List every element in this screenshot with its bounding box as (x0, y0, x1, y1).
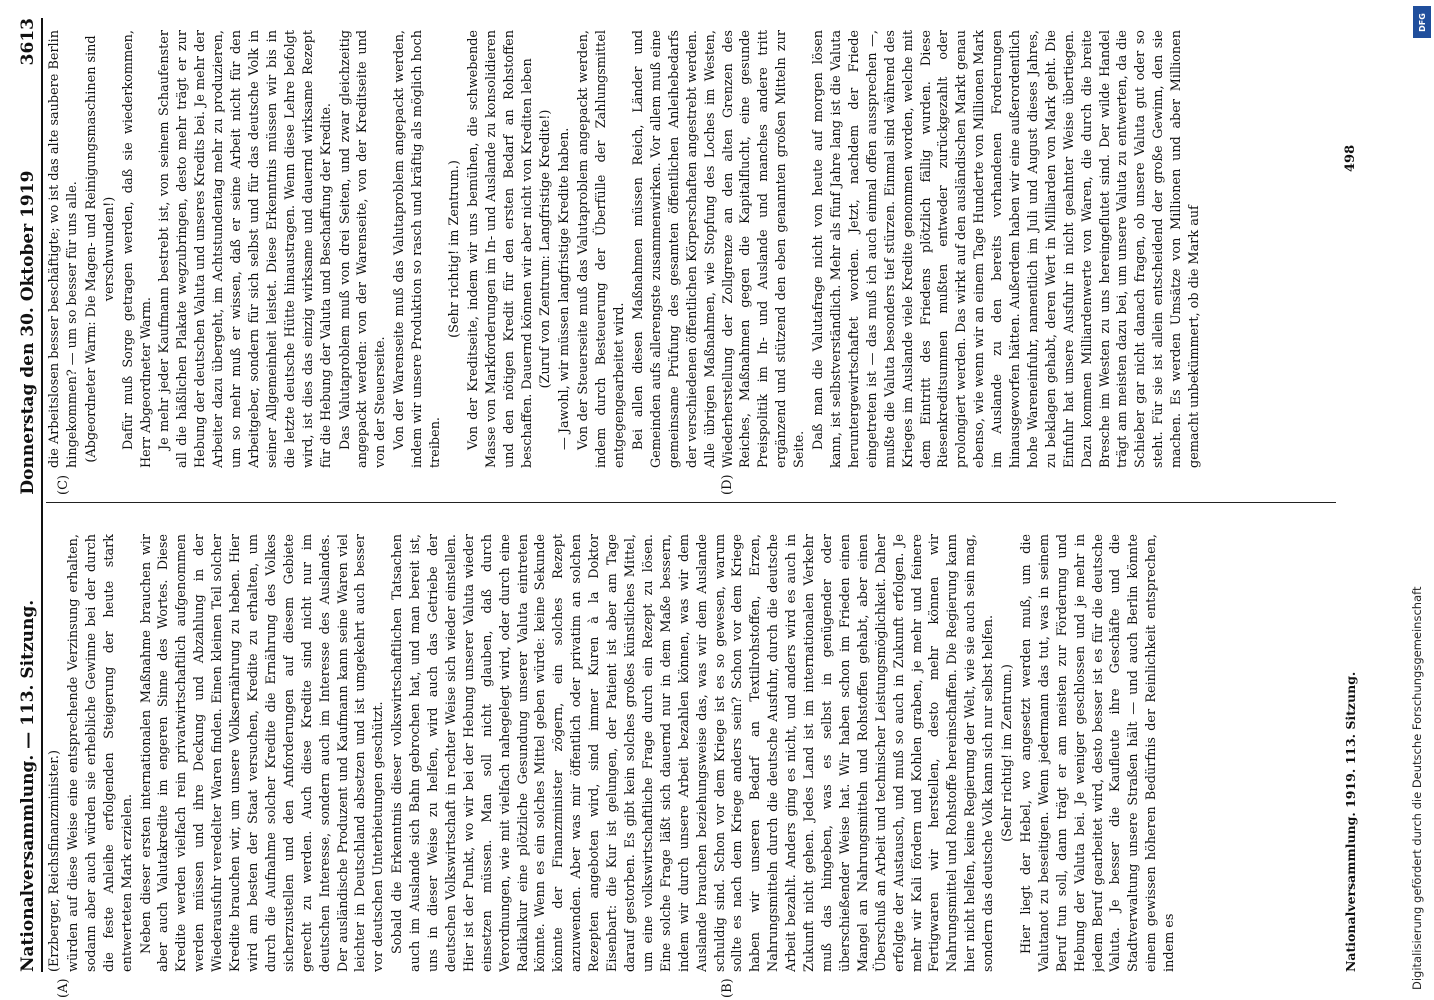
header-center: Donnerstag den 30. Oktober 1919 (18, 170, 38, 495)
paragraph: Von der Warenseite muß das Valutaproblem angepackt werden, indem wir unsere Produktion so rasch und kräftig als möglich hoch treiben. (392, 30, 444, 468)
dfg-logo-text: DFG (1417, 12, 1427, 32)
margin-marker-d: (D) (720, 474, 735, 495)
margin-marker-a: (A) (56, 978, 71, 998)
paragraph: Bei allen diesen Maßnahmen müssen Reich, Länder und Gemeinden aufs allerengste zusammenwirken. Vor allem muß eine gemeinsame Prüfung des gesamten öffentlichen Anleihebedarfs der verschiedenen öffentlichen Körperschaften angestrebt werden. Alle übrigen Maßnahmen, wie Stopfung des Loches im Westen, Wiederherstellung der Zollgrenze an den alten Grenzen des Reiches, Maßnahmen gegen die Kapitalflucht, eine gesunde Preispolitik im In- und Auslande und manches andere tritt ergänzend und stützend den eben genannten großen Mitteln zur Seite. (631, 30, 808, 468)
margin-marker-c: (C) (56, 474, 71, 495)
left-column (46, 534, 1346, 972)
page-header (8, 18, 43, 972)
paragraph: Neben dieser ersten internationalen Maßnahme brauchen wir aber auch Valutakredite im engeren Sinne des Wortes. Diese Kredite werden vielfach rein privatwirtschaftlich aufgenommen werden müssen und ihre Deckung und Abzahlung in der Wiederausfuhr veredelter Waren finden. Einen kleinen Teil solcher Kredite brauchen wir, um unsere Volksernährung zu heben. Hier wird am besten der Staat versuchen, Kredite zu erhalten, um durch die Aufnahme solcher Kredite die Ernährung des Volkes sicherzustellen und den Anforderungen auf diesem Gebiete gerecht zu werden. Auch diese Kredite sind nicht nur im deutschen Interesse, sondern auch im Interesse des Auslandes. Der ausländische Produzent und Kaufmann kann seine Waren viel leichter in Deutschland absetzen und ist umgekehrt auch besser vor deutschen Unterbietungen geschützt. (138, 534, 387, 972)
paragraph: Von der Steuerseite muß das Valutaproblem angepackt werden, indem durch Besteuerung der Überfülle der Zahlungsmittel entgegengearbeitet wird. (576, 30, 628, 468)
sheet-signature: 498 (1343, 144, 1358, 172)
paragraph: die Arbeitslosen besser beschäftigte; wo ist das alte saubere Berlin hingekommen? — um so besser für uns alle. (47, 30, 80, 468)
interjection: (Abgeordneter Warm: Die Magen- und Reinigungsmaschinen sind verschwunden!) (83, 35, 117, 463)
digitisation-strip (1408, 0, 1434, 1000)
interjection: (Sehr richtig! im Zentrum.) (1000, 664, 1016, 842)
paragraph: Von der Kreditseite, indem wir uns bemühen, die schwebende Masse von Markforderungen im In- und Auslande zu konsolidieren und den nötigen Kredit für den ersten Bedarf an Rohstoffen beschaffen. Dauernd können wir aber nicht von Krediten leben (465, 30, 535, 468)
header-page-number: 3613 (18, 18, 38, 66)
paragraph: würden auf diese Weise eine entsprechende Verzinsung erhalten, sodann aber auch würden sie erhebliche Gewinne bei der durch die feste Anleihe erfolgenden Steigerung der heute stark entwerteten Mark erzielen. (65, 534, 135, 972)
page-footer: Nationalversammlung. 1919. 113. Sitzung. (1343, 671, 1358, 972)
paragraph: Das Valutaproblem muß von drei Seiten, und zwar gleichzeitig angepackt werden: von der Warenseite, von der Kreditseite und von der Steuerseite. (337, 30, 389, 468)
margin-marker-b: (B) (720, 978, 735, 998)
paragraph: Hier liegt der Hebel, wo angesetzt werden muß, um die Valutanot zu beseitigen. Wenn jedermann das tut, was in seinem Beruf tun soll, dann trägt er am meisten zur Förderung und Hebung der Valuta bei. Je weniger geschlossen und je mehr in jedem Beruf gearbeitet wird, desto besser ist es für die deutsche Valuta. Je besser die Kaufleute ihre Geschäfte und die Stadtverwaltung unsere Straßen hält — und auch Berlin könnte einem gewissen höheren Bedürfnis der Reinlichkeit entsprechen, indem es (1018, 534, 1178, 972)
paragraph: Sobald die Erkenntnis dieser volkswirtschaftlichen Tatsachen auch im Auslande sich Bahn gebrochen hat, und man bereit ist, uns in dieser Weise zu helfen, wird auch das Getriebe der deutschen Volkswirtschaft in rechter Weise sich wieder einstellen. Hier ist der Punkt, wo wir bei der Hebung unserer Valuta wieder einsetzen müssen. Man soll nicht glauben, daß durch Verordnungen, wie mit vielfach nahegelegt wird, oder durch eine Radikalkur eine plötzliche Gesundung unserer Valuta eintreten könnte. Wenn es ein solches Mittel geben würde: keine Sekunde könnte der Finanzminister zögern, ein solches Rezept anzuwenden. Aber was mir öffentlich oder privatim an solchen Rezepten angeboten wird, sind immer Kuren à la Doktor Eisenbart: die Kur ist gelungen, der Patient ist aber am Tage darauf gestorben. Es gibt kein solches großes künstliches Mittel, um eine volkswirtschaftliche Frage durch ein Rezept zu lösen. Eine solche Frage läßt sich dauernd nur in dem Maße bessern, indem wir durch unsere Arbeit bezahlen können, was wir dem Auslande brauchen beziehungsweise das, was wir dem Auslande schuldig sind. Schon vor dem Kriege ist es so gewesen, warum sollte es nach dem Kriege anders sein? Schon vor dem Kriege haben wir unseren Bedarf an Textilrohstoffen, Erzen, Nahrungsmitteln durch die deutsche Ausfuhr, durch die deutsche Arbeit bezahlt. Anders ging es nicht, und anders wird es auch in Zukunft nicht gehen. Jedes Land ist im internationalen Verkehr muß das hingeben, was es selbst in genügender oder überschießender Weise hat. Wir haben schon im Frieden einen Mangel an Nahrungsmitteln und Rohstoffen gehabt, aber einen Überschuß an Arbeit und technischer Leistungsmöglichkeit. Daher erfolgte der Austausch, und muß so auch in Zukunft erfolgen. Je mehr wir Kali fördern und Kohlen graben, je mehr und feinere Fertigwaren wir herstellen, desto mehr können wir Nahrungsmittel und Rohstoffe hereinschaffen. Die Regierung kann hier nicht helfen, keine Regierung der Welt, wie sie auch sein mag, sondern das deutsche Volk kann sich nur selbst helfen. (390, 534, 997, 972)
paragraph: Dafür muß Sorge getragen werden, daß sie wiederkommen, Herr Abgeordneter Warm. (120, 30, 154, 468)
digitisation-credit: Digitalisierung gefördert durch die Deutsche Forschungsgemeinschaft (1410, 586, 1424, 990)
header-left: Nationalversammlung. — 113. Sitzung. (18, 599, 38, 972)
paragraph: Daß man die Valutafrage nicht von heute auf morgen lösen kann, ist selbstverständlich. Mehr als fünf Jahre lang ist die Valuta heruntergewirtschaftet worden. Jetzt, nachdem der Friede eingetreten ist — das muß ich auch einmal offen aussprechen —, mußte die Valuta besonders tief stürzen. Einmal sind während des Krieges im Auslande viele Kredite genommen worden, welche mit dem Eintritt des Friedens plötzlich fällig wurden. Diese Riesenkreditsummen mußten entweder zurückgezahlt oder prolongiert werden. Das wirkt auf den ausländischen Markt genau ebenso, wie wenn wir an einem Tage Hunderte von Millionen Mark im Auslande zu den bereits vorhandenen Forderungen hinausgeworfen hätten. Außerdem haben wir eine außerordentlich hohe Wareneinfuhr, namentlich im Juli und August dieses Jahres, zu beklagen gehabt, deren Wert in Milliarden von Mark geht. Die Einfuhr hat unsere Ausfuhr in nicht geahnter Weise übertiegen. Dazu kommen Milliardenwerte von Waren, die durch die breite Bresche im Westen zu uns hereingeflutet sind. Der wilde Handel trägt am meisten dazu bei, um unsere Valuta zu entwerten, da die Schieber gar nicht danach fragen, ob unsere Valuta gut oder so steht. Für sie ist allein entscheidend der große Gewinn, den sie machen. Es werden Umsätze von Millionen und aber Millionen gemacht unbekümmert, ob die Mark auf (811, 30, 1203, 468)
interjection: (Sehr richtig! im Zentrum.) (446, 160, 462, 338)
paragraph: — Jawohl, wir müssen langfristige Kredite haben. (557, 127, 573, 450)
column-divider (46, 502, 1336, 503)
interjection: (Zuruf von Zentrum: Langfristige Kredite!) (538, 109, 554, 389)
paragraph: Je mehr jeder Kaufmann bestrebt ist, von seinem Schaufenster all die häßlichen Plakate wegzubringen, desto mehr trägt er zur Hebung der deutschen Valuta und unseres Kredits bei. Je mehr der Arbeiter dazu übergeht, im Achtstundentag mehr zu produzieren, um so mehr muß er wissen, daß er seine Arbeit nicht für den Arbeitgeber, sondern für sich selbst und für das deutsche Volk in seiner Allgemeinheit leistet. Diese Erkenntnis müssen wir bis in die letzte deutsche Hütte hinaustragen. Wenn diese Lehre befolgt wird, ist dies das einzig wirksame und dauernd wirksame Rezept für die Hebung der Valuta und Beschaffung der Kredite. (157, 30, 334, 468)
speaker-label: (Erzberger, Reichsfinanzminister.) (47, 750, 62, 972)
right-column (46, 30, 1346, 468)
